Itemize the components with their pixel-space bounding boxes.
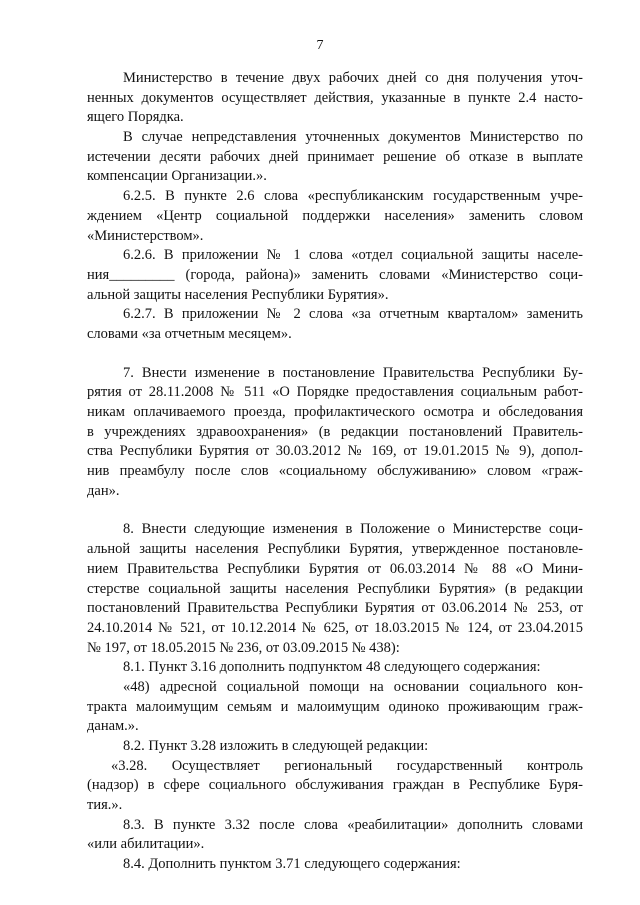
text-line: 6.2.7. В приложении № 2 слова «за отчетным кварталом» заменить bbox=[123, 306, 583, 323]
text-line: ждением «Центр социальной поддержки населения» заменить словом bbox=[87, 207, 583, 224]
paragraph-6-2-6 bbox=[87, 246, 583, 305]
text-line: альной защиты населения Республики Бурятия, утвержденное постановле- bbox=[87, 541, 583, 558]
paragraph-point-3-28 bbox=[87, 757, 583, 816]
text-line: (надзор) в сфере социального обслуживания граждан в Республике Буря- bbox=[87, 777, 583, 794]
text-line: 6.2.5. В пункте 2.6 слова «республиканским государственным учре- bbox=[123, 188, 583, 205]
text-line: 8.3. В пункте 3.32 после слова «реабилитации» дополнить словами bbox=[123, 816, 583, 833]
text-line: № 197, от 18.05.2015 № 236, от 03.09.2015 № 438): bbox=[87, 639, 400, 656]
text-line: никам оплачиваемого проезда, профилактического осмотра и обследования bbox=[87, 404, 583, 420]
text-line: В случае непредставления уточненных документов Министерство по bbox=[123, 129, 583, 146]
text-line: в учреждениях здравоохранения» (в редакции постановлений Правитель- bbox=[87, 423, 583, 440]
paragraph-subitem-48 bbox=[87, 678, 583, 737]
text-line: ненных документов осуществляет действия, указанные в пункте 2.4 насто- bbox=[87, 89, 583, 106]
text-line: альной защиты населения Республики Бурятия». bbox=[87, 286, 389, 303]
page-number: 7 bbox=[316, 38, 324, 53]
paragraph-item-8-1 bbox=[87, 658, 583, 678]
text-line: нив преамбулу после слов «социальному обслуживанию» словом «граж- bbox=[87, 463, 583, 480]
text-line: нием Правительства Республики Бурятия от 06.03.2014 № 88 «О Мини- bbox=[87, 560, 583, 577]
text-line: 7. Внести изменение в постановление Правительства Республики Бу- bbox=[123, 364, 583, 381]
text-line: «3.28. Осуществляет региональный государственный контроль bbox=[111, 757, 583, 774]
paragraph-spacer bbox=[87, 501, 583, 520]
text-line: ящего Порядка. bbox=[87, 109, 184, 126]
paragraph-6-2-7 bbox=[87, 305, 583, 344]
text-line: 8.4. Дополнить пунктом 3.71 следующего содержания: bbox=[123, 856, 461, 873]
text-line: рятия от 28.11.2008 № 511 «О Порядке предоставления социальным работ- bbox=[87, 384, 583, 401]
paragraph-item-8-2 bbox=[87, 737, 583, 757]
text-line: «или абилитации». bbox=[87, 836, 205, 853]
text-line: 8. Внести следующие изменения в Положение о Министерстве соци- bbox=[123, 521, 583, 538]
paragraph-item-7 bbox=[87, 364, 583, 502]
paragraph-ministry-actions bbox=[87, 69, 583, 128]
text-line: данам.». bbox=[87, 718, 139, 735]
text-line: дан». bbox=[87, 482, 120, 499]
text-line: тия.». bbox=[87, 797, 123, 814]
paragraph-item-8-4 bbox=[87, 855, 583, 875]
text-line: «48) адресной социальной помощи на основании социального кон- bbox=[123, 678, 583, 695]
text-line: 8.2. Пункт 3.28 изложить в следующей редакции: bbox=[123, 738, 429, 754]
text-line: 6.2.6. В приложении № 1 слова «отдел социальной защиты населе- bbox=[123, 247, 583, 264]
text-line: Министерство в течение двух рабочих дней со дня получения уточ- bbox=[123, 70, 583, 86]
paragraph-6-2-5 bbox=[87, 187, 583, 246]
text-line: тракта малоимущим семьям и малоимущим одиноко проживающим граж- bbox=[87, 698, 583, 715]
text-line: стерстве социальной защиты населения Республики Бурятия» (в редакции bbox=[87, 580, 583, 597]
paragraph-item-8 bbox=[87, 520, 583, 658]
text-line: ства Республики Бурятия от 30.03.2012 № 169, от 19.01.2015 № 9), допол- bbox=[87, 443, 583, 460]
text-line: словами «за отчетным месяцем». bbox=[87, 325, 292, 342]
text-line: 24.10.2014 № 521, от 10.12.2014 № 625, от 18.03.2015 № 124, от 23.04.2015 bbox=[87, 619, 583, 636]
paragraph-refusal bbox=[87, 128, 583, 187]
text-line: ния_________ (города, района)» заменить словами «Министерство соци- bbox=[87, 266, 583, 283]
paragraph-item-8-3 bbox=[87, 816, 583, 855]
document-body bbox=[87, 69, 583, 875]
paragraph-spacer bbox=[87, 345, 583, 364]
text-line: 8.1. Пункт 3.16 дополнить подпунктом 48 следующего содержания: bbox=[123, 659, 541, 676]
text-line: компенсации Организации.». bbox=[87, 168, 267, 185]
text-line: истечении десяти рабочих дней принимает решение об отказе в выплате bbox=[87, 148, 583, 165]
text-line: постановлений Правительства Республики Бурятия от 03.06.2014 № 253, от bbox=[87, 600, 583, 617]
text-line: «Министерством». bbox=[87, 227, 204, 244]
